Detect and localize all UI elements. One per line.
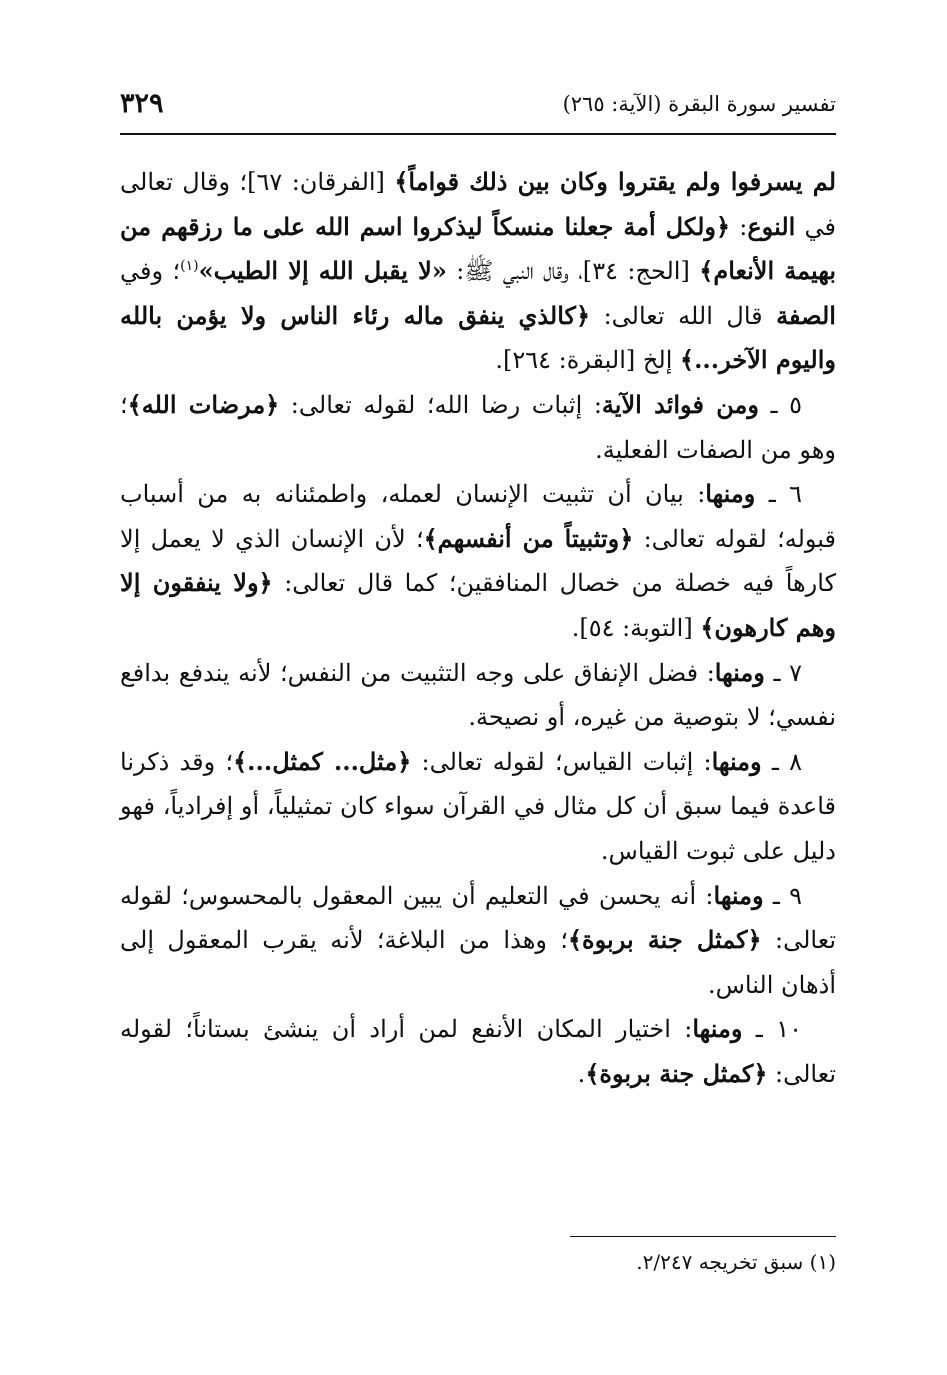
footnote-reference: (١) <box>180 258 199 275</box>
emphasized-text: ﴿ولا ينفقون إلا وهم كارهون﴾ <box>120 568 836 642</box>
text-run: ؛ وهو من الصفات الفعلية. <box>120 390 836 464</box>
benefit-paragraph <box>120 383 836 472</box>
benefit-paragraph <box>120 874 836 1008</box>
emphasized-text: ﴿كمثل جنة بربوة﴾ <box>585 1058 768 1088</box>
text-run: : إثبات القياس؛ لقوله تعالى: <box>411 747 712 776</box>
text-run: ؛ وقد ذكرنا قاعدة فيما سبق أن كل مثال في القرآن سواء كان تمثيلياً، أو إفرادياً، فهو دليل على ثبوت القياس. <box>120 747 836 865</box>
emphasized-text: الصفة <box>776 300 836 330</box>
text-run: ١٠ ـ <box>742 1015 802 1044</box>
emphasized-text: ومنها <box>714 657 765 687</box>
emphasized-text: النوع <box>747 211 796 241</box>
footnote <box>120 1246 836 1278</box>
text-run: : إثبات رضا الله؛ لقوله تعالى: <box>279 390 602 419</box>
emphasized-text: ﴿كالذي ينفق ماله رئاء الناس ولا يؤمن بالله واليوم الآخر...﴾ <box>120 300 836 375</box>
emphasized-text: ﴿مثل... كمثل...﴾ <box>233 746 412 776</box>
text-run: ٧ ـ <box>764 658 802 687</box>
benefit-paragraph <box>120 740 836 874</box>
text-run: : اختيار المكان الأنفع لمن أراد أن ينشئ بستاناً؛ لقوله تعالى: <box>120 1015 836 1088</box>
text-run: [الحج: ٣٤]، وقال النبي ﷺ: <box>446 257 700 286</box>
text-run: . <box>577 1059 586 1088</box>
continuation-paragraph <box>120 160 836 383</box>
footnote-separator <box>570 1236 836 1237</box>
text-run: ؛ وهذا من البلاغة؛ لأنه يقرب المعقول إلى أذهان الناس. <box>120 926 836 999</box>
page-number: ٣٢٩ <box>120 88 164 119</box>
emphasized-text: «لا يقبل الله إلا الطيب» <box>198 256 447 286</box>
text-run: إلخ [البقرة: ٢٦٤]. <box>495 346 680 375</box>
header-rule <box>120 133 836 135</box>
text-run: ٩ ـ <box>763 881 803 910</box>
emphasized-text: ﴿ولكل أمة جعلنا منسكاً ليذكروا اسم الله على ما رزقهم من بهيمة الأنعام﴾ <box>120 211 837 286</box>
text-run: قال الله تعالى: <box>590 301 777 330</box>
running-title: تفسير سورة البقرة (الآية: ٢٦٥) <box>562 92 836 116</box>
emphasized-text: ومنها <box>692 1014 743 1044</box>
text-run: [التوبة: ٥٤]. <box>571 613 701 642</box>
text-run: : بيان أن تثبيت الإنسان لعمله، واطمئنانه به من أسباب قبوله؛ لقوله تعالى: <box>120 480 837 553</box>
footnote-marker: (١) <box>809 1250 836 1274</box>
benefit-paragraph <box>120 472 836 650</box>
text-run: : فضل الإنفاق على وجه التثبيت من النفس؛ لأنه يندفع بدافع نفسي؛ لا بتوصية من غيره، أو نصيحة. <box>120 658 836 732</box>
emphasized-text: لم يسرفوا ولم يقتروا وكان بين ذلك قواماً﴾ <box>394 167 837 196</box>
text-run: [الفرقان: ٦٧]؛ وقال تعالى في <box>120 168 837 241</box>
emphasized-text: ﴿مرضات الله﴾ <box>127 389 280 419</box>
text-run: ٨ ـ <box>761 747 802 776</box>
emphasized-text: ومن فوائد الآية <box>601 389 759 419</box>
text-run: ؛ وفي <box>120 257 181 286</box>
emphasized-text: ومنها <box>705 479 756 509</box>
page-header <box>120 88 836 128</box>
emphasized-text: ﴿وتثبيتاً من أنفسهم﴾ <box>423 523 634 553</box>
text-run: ٦ ـ <box>755 480 802 509</box>
text-run: : أنه يحسن في التعليم أن يبين المعقول بالمحسوس؛ لقوله تعالى: <box>120 881 837 955</box>
emphasized-text: ومنها <box>711 746 762 776</box>
footnote-text: سبق تخريجه ٢/٢٤٧. <box>636 1250 804 1274</box>
emphasized-text: ومنها <box>713 880 764 910</box>
text-run: ٥ ـ <box>758 390 803 419</box>
benefit-paragraph <box>120 651 836 740</box>
text-run: : <box>730 212 748 241</box>
main-text <box>120 160 836 1096</box>
footnotes <box>120 1246 836 1278</box>
benefit-paragraph <box>120 1007 836 1096</box>
text-run: ؛ لأن الإنسان الذي لا يعمل إلا كارهاً فيه خصلة من خصال المنافقين؛ كما قال تعالى: <box>120 524 836 598</box>
emphasized-text: ﴿كمثل جنة بربوة﴾ <box>567 925 762 955</box>
